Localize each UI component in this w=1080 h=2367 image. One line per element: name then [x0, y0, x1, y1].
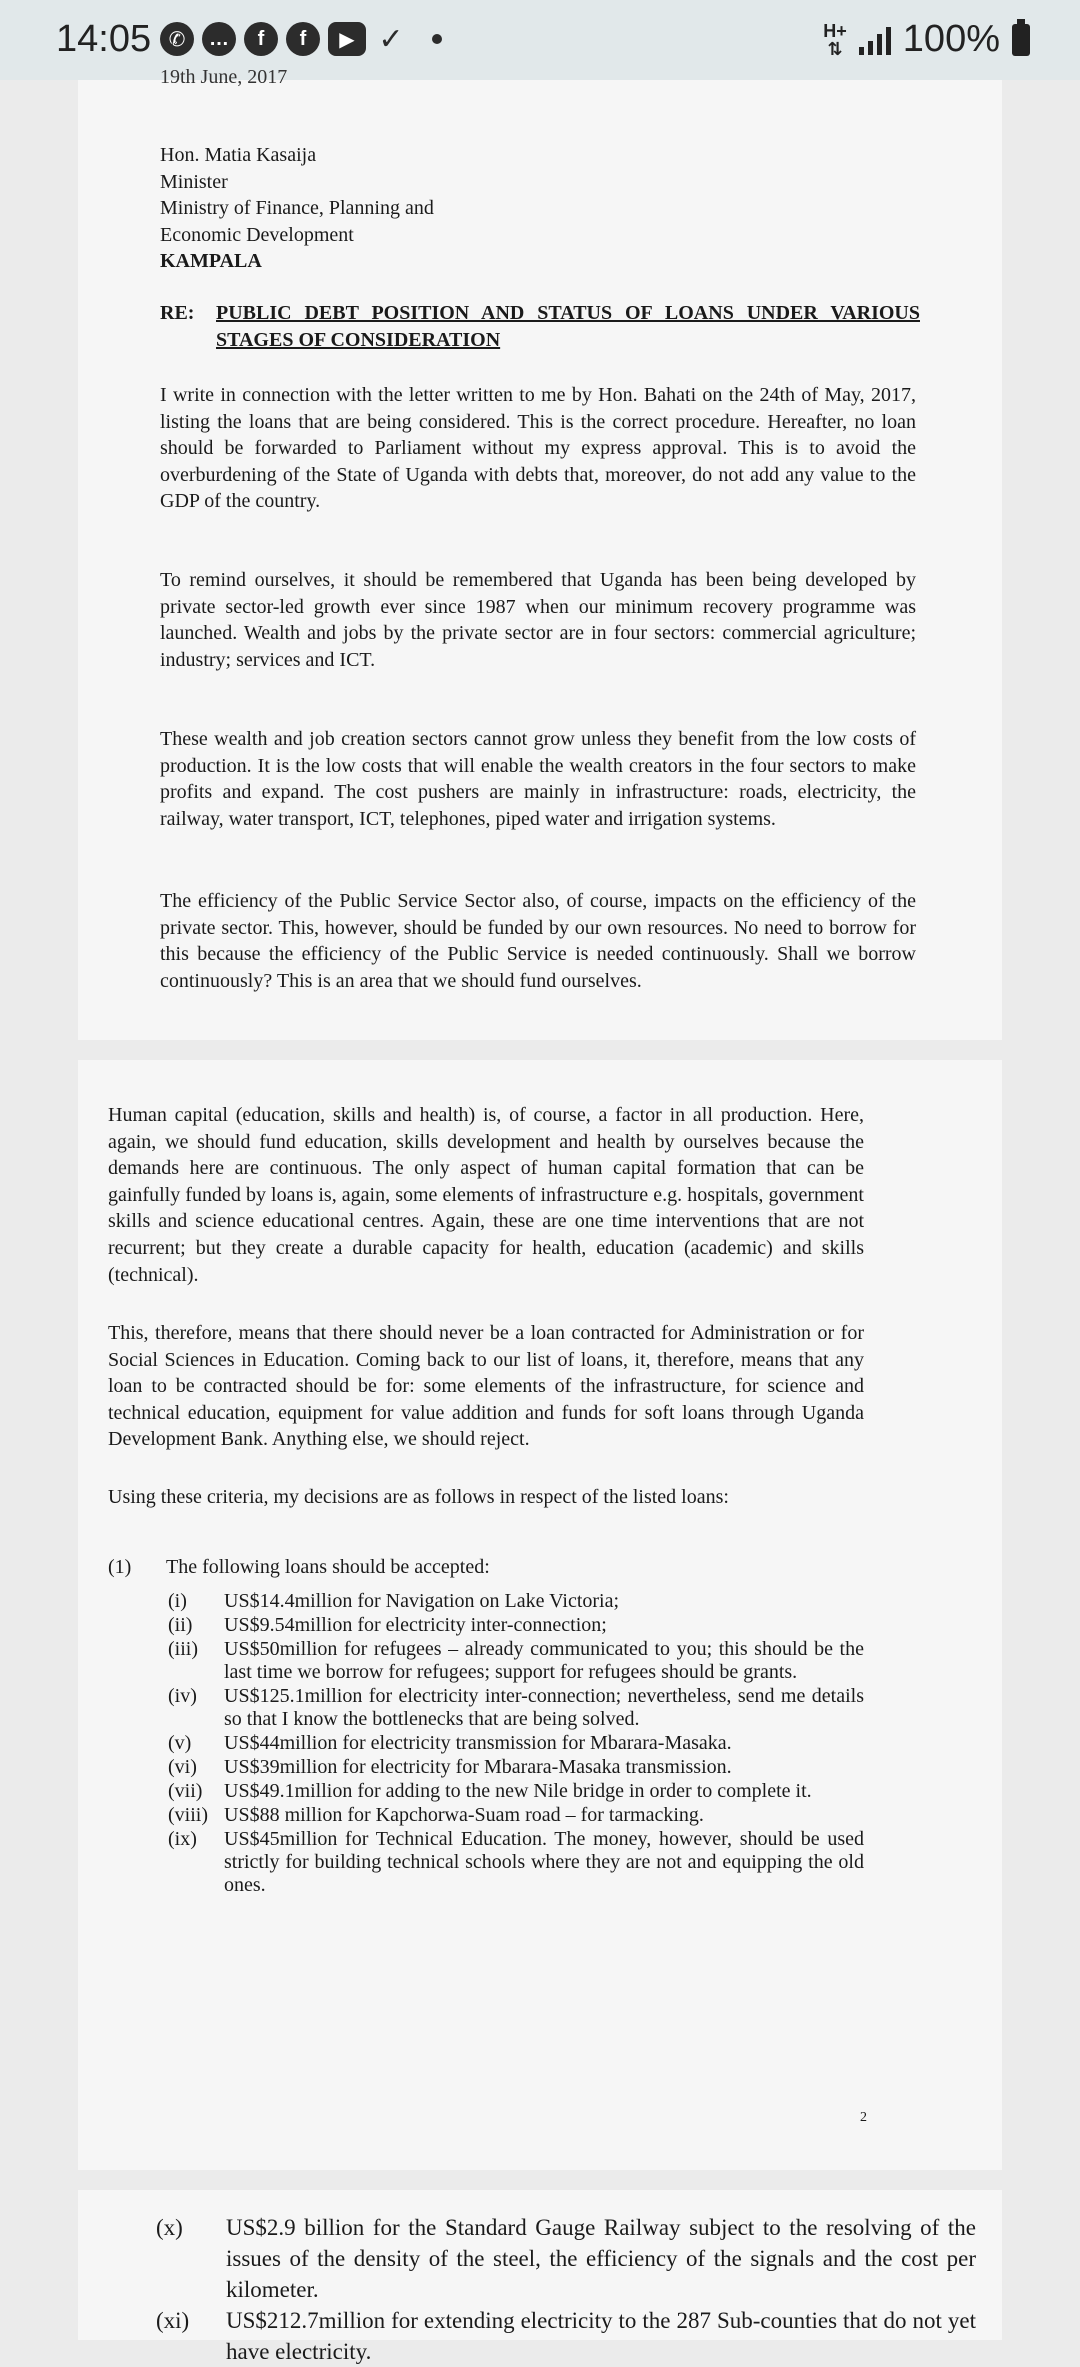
signal-icon	[859, 25, 891, 55]
list-item	[156, 2305, 976, 2367]
paragraph: This, therefore, means that there should never be a loan contracted for Administration or for Social Sciences in Education. Coming back to our list of loans, it, therefore, means that any loan to be contracted should be for: some elements of the infrastructure, for science and technical education, equipment for value addition and funds for soft loans through Uganda Development Bank. Anything else, we should reject.	[108, 1322, 864, 1451]
item-text: US$9.54million for electricity inter-connection;	[224, 1614, 607, 1636]
notification-icons	[160, 22, 442, 56]
list-item	[168, 1804, 864, 1827]
item-number: (x)	[156, 2215, 183, 2240]
address-line: Ministry of Finance, Planning and	[160, 197, 434, 220]
paragraph: Human capital (education, skills and health) is, of course, a factor in all production. Here, again, we should fund education, skills development and health by ourselves because the demands here are continuous. The only aspect of human capital formation that can be gainfully funded by loans is, again, some elements of infrastructure e.g. hospitals, government skills and science educational centres. Again, these are one time interventions that are not recurrent; but they create a durable capacity for health, education (academic) and skills (technical).	[108, 1104, 864, 1286]
address-line: KAMPALA	[160, 250, 262, 273]
item-number: (ix)	[168, 1828, 197, 1850]
list-item	[168, 1732, 864, 1755]
status-time: 14:05	[56, 18, 152, 60]
address-line: Minister	[160, 170, 228, 193]
item-text: US$44million for electricity transmission for Mbarara-Masaka.	[224, 1732, 732, 1754]
item-text: US$2.9 billion for the Standard Gauge Railway subject to the resolving of the issues of the density of the steel, the efficiency of the signals and the cost per kilometer.	[226, 2215, 976, 2302]
more-notifications-dot-icon	[432, 34, 442, 44]
facebook-icon: f	[244, 22, 278, 56]
item-text: US$39million for electricity for Mbarara-Masaka transmission.	[224, 1756, 732, 1778]
download-done-icon: ✓	[378, 22, 404, 56]
battery-percent: 100%	[902, 18, 1000, 60]
item-text: US$14.4million for Navigation on Lake Victoria;	[224, 1590, 620, 1612]
item-text: US$125.1million for electricity inter-connection; nevertheless, send me details so that I know the bottlenecks that are being solved.	[224, 1685, 864, 1730]
recipient-address	[160, 142, 660, 275]
loan-list-continued	[156, 2212, 976, 2367]
chat-icon: …	[202, 22, 236, 56]
item-number: (v)	[168, 1732, 192, 1754]
page-number: 2	[860, 2110, 867, 2125]
list-item	[168, 1685, 864, 1731]
item-number: (vi)	[168, 1756, 197, 1778]
list-item	[168, 1614, 864, 1637]
item-text: US$212.7million for extending electricity to the 287 Sub-counties that do not yet have electricity.	[226, 2308, 976, 2364]
item-text: US$88 million for Kapchorwa-Suam road – for tarmacking.	[224, 1804, 704, 1826]
youtube-icon: ▶	[328, 22, 366, 56]
item-text: US$50million for refugees – already communicated to you; this should be the last time we borrow for refugees; support for refugees should be grants.	[224, 1638, 864, 1683]
paragraph: I write in connection with the letter written to me by Hon. Bahati on the 24th of May, 2017, listing the loans that are being considered. This is the correct procedure. Hereafter, no loan should be forwarded to Parliament without my express approval. This is to avoid the overburdening of the State of Uganda with debts that, moreover, do not add any value to the GDP of the country.	[160, 384, 916, 513]
list-item	[168, 1828, 864, 1897]
item-number: (ii)	[168, 1614, 193, 1636]
item-number: (iii)	[168, 1638, 198, 1660]
paragraph: The efficiency of the Public Service Sector also, of course, impacts on the efficiency of the private sector. This, however, should be funded by our own resources. No need to borrow for this because the efficiency of the Public Service is needed continuously. Shall we borrow continuously? This is an area that we should fund ourselves.	[160, 890, 916, 992]
battery-icon	[1012, 24, 1030, 56]
list-item	[168, 1638, 864, 1684]
network-type: H+ ⇅	[823, 20, 847, 59]
item-text: US$45million for Technical Education. The money, however, should be used strictly for building technical schools where they are not and equipping the old ones.	[224, 1828, 864, 1896]
item-number: (viii)	[168, 1804, 208, 1826]
item-number: (i)	[168, 1590, 187, 1612]
section-heading	[108, 1554, 864, 1581]
subject-line	[160, 300, 920, 353]
subject-text: PUBLIC DEBT POSITION AND STATUS OF LOANS UNDER VARIOUS STAGES OF CONSIDERATION	[216, 302, 920, 351]
item-number: (iv)	[168, 1685, 197, 1707]
whatsapp-icon: ✆	[160, 22, 194, 56]
list-item	[168, 1590, 864, 1613]
paragraph: These wealth and job creation sectors cannot grow unless they benefit from the low costs of production. It is the low costs that will enable the wealth creators in the four sectors to make profits and expand. The cost pushers are mainly in infrastructure: roads, electricity, the railway, water transport, ICT, telephones, piped water and irrigation systems.	[160, 728, 916, 830]
cut-header-date: 19th June, 2017	[160, 66, 288, 88]
paragraph: To remind ourselves, it should be remembered that Uganda has been being developed by private sector-led growth ever since 1987 when our minimum recovery programme was launched. Wealth and jobs by the private sector are in four sectors: commercial agriculture; industry; services and ICT.	[160, 569, 916, 671]
list-item	[156, 2212, 976, 2305]
item-number: (xi)	[156, 2308, 190, 2333]
item-text: US$49.1million for adding to the new Nile bridge in order to complete it.	[224, 1780, 812, 1802]
subject-label: RE:	[160, 302, 195, 324]
document-page-2	[78, 1060, 1002, 2170]
document-page-3	[78, 2190, 1002, 2364]
document-page-1	[78, 66, 1002, 1040]
section-text: The following loans should be accepted:	[166, 1556, 490, 1578]
address-line: Hon. Matia Kasaija	[160, 144, 317, 166]
list-item	[168, 1780, 864, 1803]
section-number: (1)	[108, 1556, 132, 1578]
address-line: Economic Development	[160, 223, 354, 246]
facebook-icon: f	[286, 22, 320, 56]
item-number: (vii)	[168, 1780, 203, 1802]
loan-list	[168, 1590, 864, 1898]
status-right	[823, 18, 1030, 61]
paragraph: Using these criteria, my decisions are as follows in respect of the listed loans:	[108, 1486, 729, 1508]
list-item	[168, 1756, 864, 1779]
